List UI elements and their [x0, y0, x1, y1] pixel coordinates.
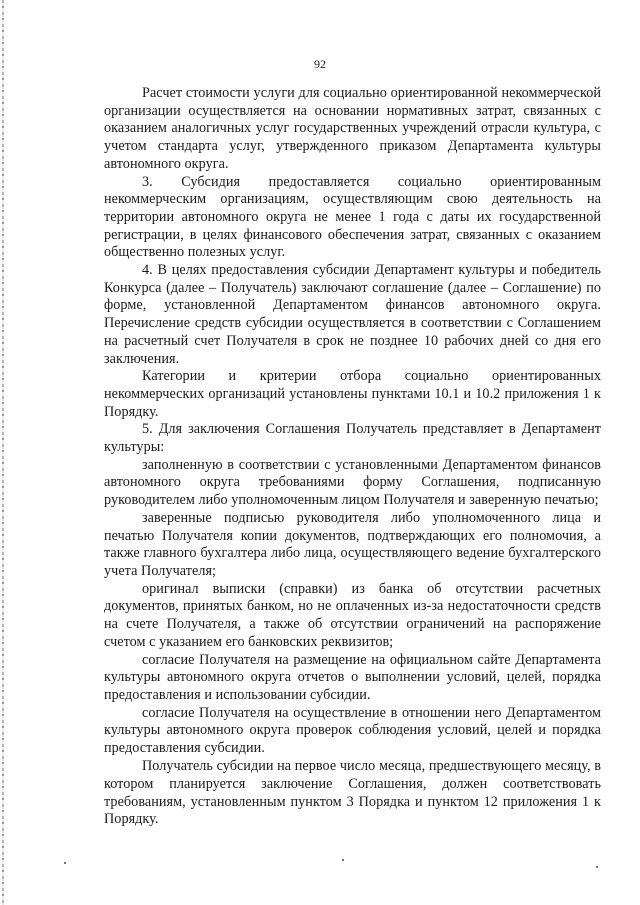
paragraph-cost-calculation: Расчет стоимости услуги для социально ориентированной некоммерческой организации осуществляется на основании нормативных затрат, связанных с оказанием аналогичных услуг государственных учреждений отрасли культура, с учетом стандарта услуг, утвержденного приказом Департамента культуры автономного округа. [104, 85, 601, 172]
paragraph-recipient-requirements: Получатель субсидии на первое число месяца, предшествующего месяцу, в котором планируется заключение Соглашения, должен соответствовать требованиям, установленным пунктом 3 Порядка и пунктом 12 приложения 1 к Порядку. [104, 758, 601, 828]
scan-speck [64, 862, 66, 864]
paragraph-certified-copies: заверенные подписью руководителя либо уполномоченного лица и печатью Получателя копии документов, подтверждающих его полномочия, а также главного бухгалтера либо лица, осуществляющего ведение бухгалтерского учета Получателя; [104, 509, 601, 579]
paragraph-consent-inspection: согласие Получателя на осуществление в отношении него Департаментом культуры автономного округа проверок соблюдения условий, целей и порядка предоставления субсидии. [104, 704, 601, 757]
paragraph-consent-publication: согласие Получателя на размещение на официальном сайте Департамента культуры автономного округа отчетов о выполнении условий, целей, порядка предоставления и использовании субсидии. [104, 651, 601, 703]
scan-speck [596, 866, 598, 868]
paragraph-bank-statement: оригинал выписки (справки) из банка об отсутствии расчетных документов, принятых банком, но не оплаченных из-за недостаточности средств на счете Получателя, а также об отсутствии ограничений на распоряжение счетом с указанием его банковских реквизитов; [104, 580, 601, 650]
page-number: 92 [314, 57, 326, 71]
paragraph-item-3: 3. Субсидия предоставляется социально ориентированным некоммерческим организациям, осуществляющим свою деятельность на территории автономного округа не менее 1 года с даты их государственной регистрации, в целях финансового обеспечения затрат, связанных с оказанием общественно полезных услуг. [104, 173, 601, 261]
paragraph-item-5: 5. Для заключения Соглашения Получатель представляет в Департамент культуры: [104, 421, 601, 456]
paragraph-item-4: 4. В целях предоставления субсидии Департамент культуры и победитель Конкурса (далее – Получатель) заключают соглашение (далее – Соглашение) по форме, установленной Департаментом финансов автономного округа. Перечисление средств субсидии осуществляется в соответствии с Соглашением на расчетный счет Получателя в срок не позднее 10 рабочих дней со дня его заключения. [104, 262, 601, 367]
paragraph-agreement-form: заполненную в соответствии с установленными Департаментом финансов автономного округа требованиями форму Соглашения, подписанную руководителем либо уполномоченным лицом Получателя и заверенную печатью; [104, 456, 601, 509]
scan-speck [342, 859, 344, 861]
paragraph-categories: Категории и критерии отбора социально ориентированных некоммерческих организаций установлены пунктами 10.1 и 10.2 приложения 1 к Порядку. [104, 368, 601, 420]
document-body [104, 85, 601, 829]
scan-edge [2, 0, 4, 905]
